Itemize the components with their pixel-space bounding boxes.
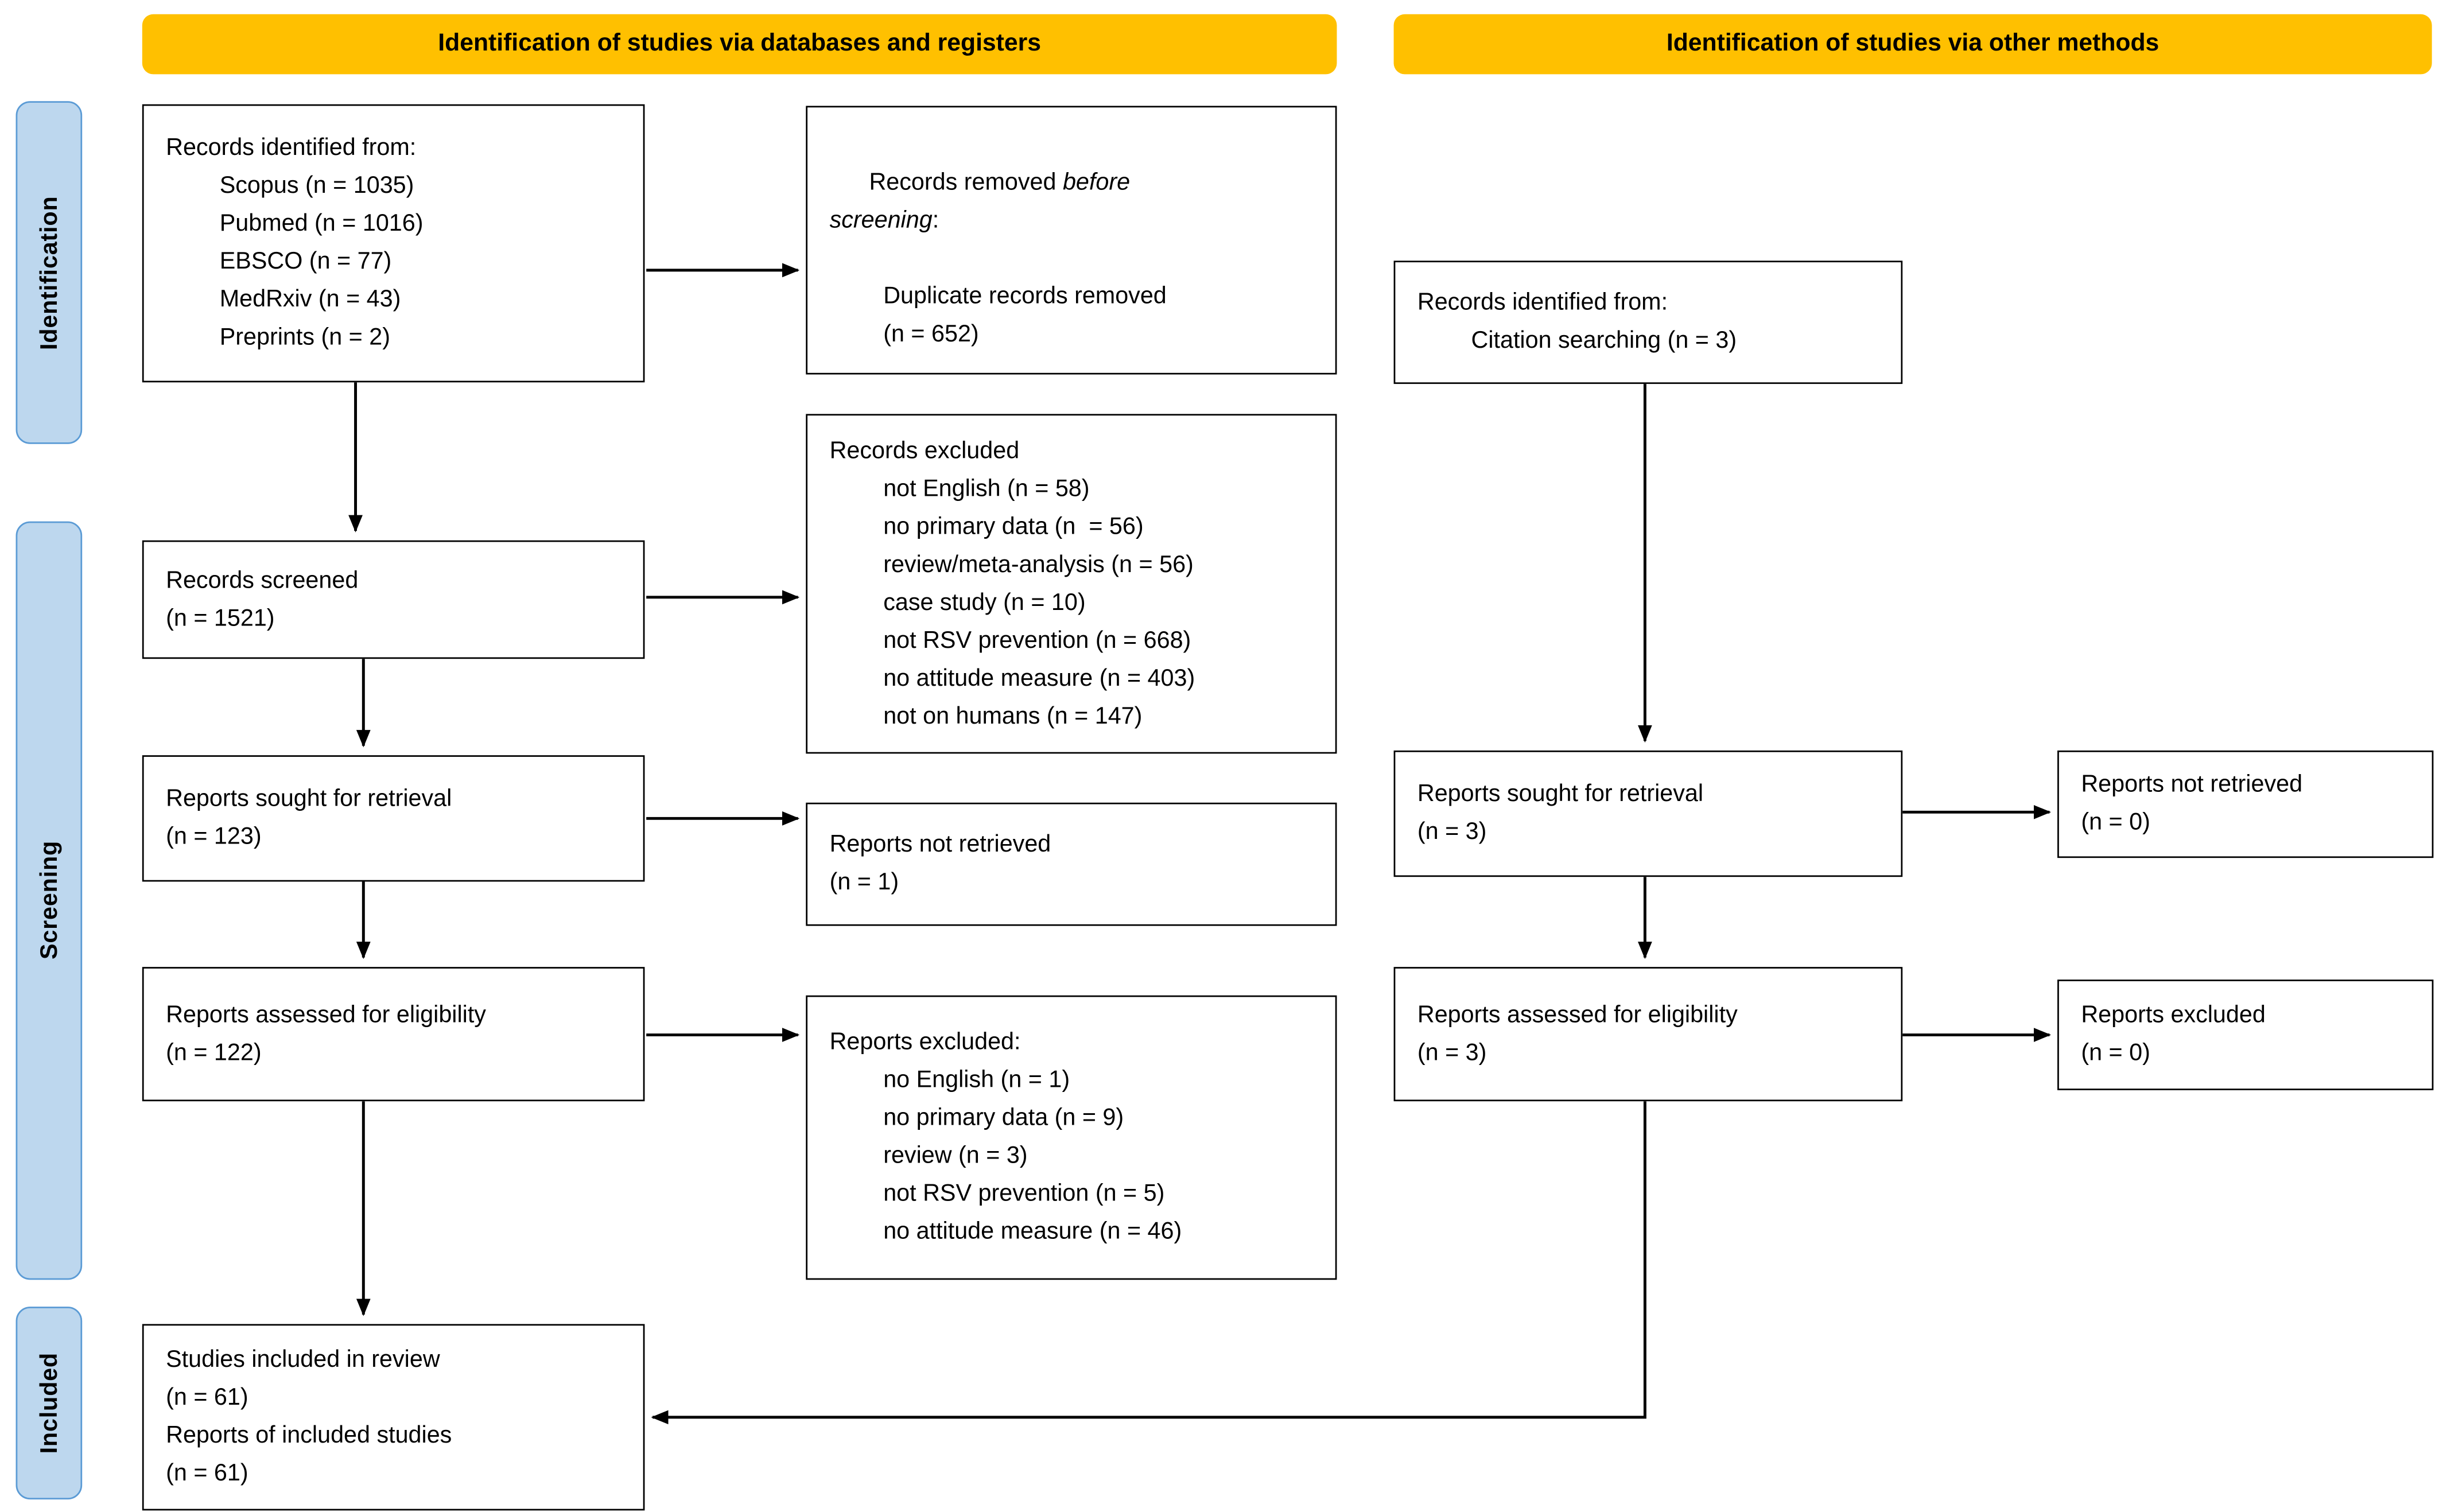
stage-identification-label: Identification bbox=[35, 195, 63, 350]
header-databases-registers: Identification of studies via databases and registers bbox=[142, 14, 1337, 75]
box-count: (n = 122) bbox=[166, 1039, 262, 1066]
box-records-excluded bbox=[806, 414, 1337, 753]
box-item: not RSV prevention (n = 5) bbox=[883, 1180, 1165, 1207]
box-count: (n = 123) bbox=[166, 823, 262, 850]
box-count: (n = 61) bbox=[166, 1460, 248, 1487]
stage-screening-label: Screening bbox=[35, 841, 63, 961]
box-item: Preprints (n = 2) bbox=[219, 324, 391, 351]
stage-identification bbox=[16, 101, 83, 444]
box-count: (n = 0) bbox=[2081, 1039, 2150, 1067]
box-item: no attitude measure (n = 46) bbox=[883, 1218, 1182, 1245]
title-text: Records removed bbox=[869, 169, 1063, 196]
box-reports-assessed-databases bbox=[142, 967, 645, 1101]
box-item: no English (n = 1) bbox=[883, 1066, 1070, 1094]
box-line: Reports excluded bbox=[2081, 1001, 2266, 1029]
box-line: Records screened bbox=[166, 566, 359, 593]
box-reports-not-retrieved-other bbox=[2057, 751, 2433, 858]
box-count: (n = 1) bbox=[829, 869, 899, 896]
title-italic-text: before screening bbox=[829, 169, 1137, 234]
header-other-methods: Identification of studies via other methods bbox=[1394, 14, 2432, 75]
box-item: no primary data (n = 9) bbox=[883, 1104, 1124, 1132]
box-reports-assessed-other bbox=[1394, 967, 1903, 1101]
box-title: Records identified from: bbox=[1417, 289, 1668, 316]
box-reports-sought-databases bbox=[142, 755, 645, 881]
box-item: not English (n = 58) bbox=[883, 475, 1090, 502]
box-item: no primary data (n = 56) bbox=[883, 512, 1144, 540]
box-line: Reports assessed for eligibility bbox=[1417, 1001, 1738, 1028]
box-item: case study (n = 10) bbox=[883, 588, 1086, 616]
box-records-screened bbox=[142, 541, 645, 659]
box-reports-sought-other bbox=[1394, 751, 1903, 877]
box-line: Reports sought for retrieval bbox=[1417, 780, 1704, 808]
box-count: (n = 61) bbox=[166, 1384, 248, 1411]
box-line: Reports sought for retrieval bbox=[166, 785, 452, 813]
box-reports-not-retrieved-databases bbox=[806, 803, 1337, 926]
box-count: (n = 3) bbox=[1417, 1039, 1487, 1066]
stage-screening bbox=[16, 522, 83, 1280]
box-item: review (n = 3) bbox=[883, 1142, 1028, 1169]
box-studies-included bbox=[142, 1324, 645, 1510]
title-text: : bbox=[932, 207, 939, 234]
stage-included-label: Included bbox=[35, 1352, 63, 1454]
box-reports-excluded-other bbox=[2057, 980, 2433, 1090]
box-item: not on humans (n = 147) bbox=[883, 702, 1143, 729]
box-reports-excluded-databases bbox=[806, 996, 1337, 1280]
box-line: Reports not retrieved bbox=[829, 831, 1051, 858]
box-title bbox=[830, 126, 1174, 278]
box-item: Pubmed (n = 1016) bbox=[219, 210, 424, 238]
box-records-removed-before-screening bbox=[806, 106, 1337, 374]
box-line: Reports not retrieved bbox=[2081, 771, 2303, 798]
box-count: (n = 3) bbox=[1417, 818, 1487, 846]
box-title: Records identified from: bbox=[166, 134, 417, 161]
box-records-identified-databases bbox=[142, 104, 645, 383]
box-item: MedRxiv (n = 43) bbox=[219, 286, 401, 313]
box-item: Duplicate records removed (n = 652) bbox=[883, 282, 1180, 348]
box-item: Scopus (n = 1035) bbox=[219, 172, 414, 199]
box-line: Reports of included studies bbox=[166, 1422, 452, 1449]
box-item: Citation searching (n = 3) bbox=[1471, 327, 1737, 354]
box-item: no attitude measure (n = 403) bbox=[883, 664, 1195, 691]
box-records-identified-other bbox=[1394, 261, 1903, 384]
box-title: Records excluded bbox=[829, 437, 1020, 464]
box-item: review/meta-analysis (n = 56) bbox=[883, 550, 1194, 578]
box-item: EBSCO (n = 77) bbox=[219, 248, 392, 275]
box-item: not RSV prevention (n = 668) bbox=[883, 626, 1191, 654]
box-line: Studies included in review bbox=[166, 1346, 440, 1373]
box-count: (n = 1521) bbox=[166, 604, 275, 632]
stage-included bbox=[16, 1307, 83, 1499]
box-title: Reports excluded: bbox=[829, 1028, 1021, 1056]
box-line: Reports assessed for eligibility bbox=[166, 1001, 486, 1028]
box-count: (n = 0) bbox=[2081, 809, 2150, 836]
